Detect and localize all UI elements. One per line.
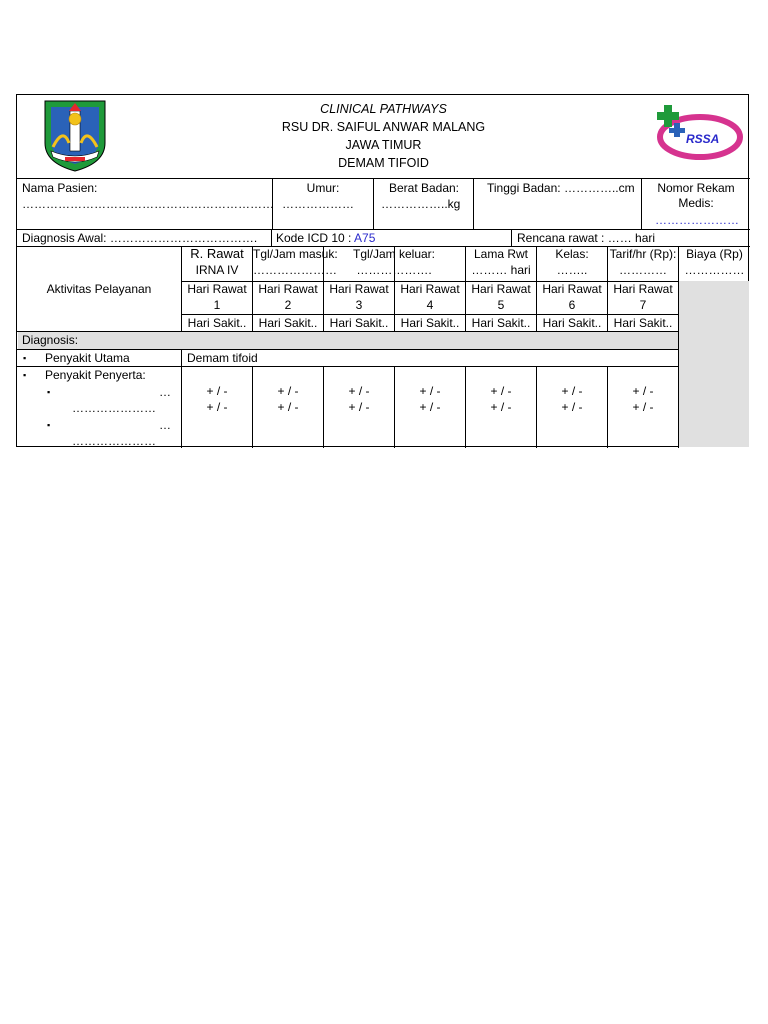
hari-rawat-number: 3 bbox=[355, 298, 363, 312]
berat-badan-field[interactable]: ……………..kg bbox=[381, 197, 461, 211]
form-title: CLINICAL PATHWAYS bbox=[320, 102, 447, 116]
diagnosis-header-shaded bbox=[18, 332, 678, 349]
plus-minus-toggle[interactable]: + / - bbox=[490, 384, 512, 398]
hari-rawat-label: Hari Rawat bbox=[187, 282, 247, 296]
plus-minus-toggle[interactable]: + / - bbox=[348, 384, 370, 398]
tgl-keluar-field[interactable]: ………………. bbox=[356, 263, 432, 277]
diagnosis-section-label: Diagnosis: bbox=[22, 333, 79, 347]
penyerta-1-dots[interactable]: … bbox=[159, 385, 171, 399]
sub-bullet-icon: ▪ bbox=[47, 420, 51, 430]
tarif-field[interactable]: ………… bbox=[619, 263, 667, 277]
hari-rawat-label: Hari Rawat bbox=[400, 282, 460, 296]
province-name: JAWA TIMUR bbox=[345, 138, 422, 152]
tgl-masuk-label: Tgl/Jam masuk: bbox=[253, 247, 338, 261]
hari-rawat-label: Hari Rawat bbox=[471, 282, 531, 296]
hari-sakit-field[interactable]: Hari Sakit.. bbox=[187, 316, 247, 330]
tgl-keluar-label: Tgl/Jam keluar: bbox=[352, 247, 436, 261]
penyerta-1-field[interactable]: ………………… bbox=[72, 401, 156, 415]
hari-sakit-field[interactable]: Hari Sakit.. bbox=[258, 316, 318, 330]
hari-sakit-field[interactable]: Hari Sakit.. bbox=[329, 316, 389, 330]
plus-minus-toggle[interactable]: + / - bbox=[419, 400, 441, 414]
kelas-field[interactable]: …….. bbox=[556, 263, 588, 277]
aktivitas-pelayanan-label: Aktivitas Pelayanan bbox=[46, 282, 152, 296]
clinical-pathway-form bbox=[16, 94, 749, 447]
plus-minus-toggle[interactable]: + / - bbox=[348, 400, 370, 414]
hari-rawat-number: 4 bbox=[426, 298, 434, 312]
hari-rawat-number: 5 bbox=[497, 298, 505, 312]
bullet-icon: ▪ bbox=[23, 370, 27, 380]
plus-minus-toggle[interactable]: + / - bbox=[632, 400, 654, 414]
kode-icd-label: Kode ICD 10 : A75 bbox=[276, 231, 376, 245]
plus-minus-toggle[interactable]: + / - bbox=[561, 384, 583, 398]
rssa-logo-text: RSSA bbox=[686, 132, 720, 146]
hari-rawat-number: 1 bbox=[213, 298, 221, 312]
hari-rawat-label: Hari Rawat bbox=[329, 282, 389, 296]
nomor-rekam-field[interactable]: ………………… bbox=[655, 213, 739, 227]
hari-rawat-number: 2 bbox=[284, 298, 292, 312]
hari-sakit-field[interactable]: Hari Sakit.. bbox=[613, 316, 673, 330]
kelas-label: Kelas: bbox=[555, 247, 589, 261]
diagnosis-awal-field[interactable]: Diagnosis Awal: ………………………………. bbox=[22, 231, 258, 245]
biaya-label: Biaya (Rp) bbox=[686, 247, 743, 261]
tinggi-badan-field[interactable]: Tinggi Badan: …………..cm bbox=[487, 181, 635, 195]
hari-rawat-number: 6 bbox=[568, 298, 576, 312]
berat-badan-label: Berat Badan: bbox=[388, 181, 460, 195]
plus-minus-toggle[interactable]: + / - bbox=[561, 400, 583, 414]
r-rawat-label: R. Rawat bbox=[190, 246, 244, 261]
plus-minus-toggle[interactable]: + / - bbox=[419, 384, 441, 398]
penyerta-2-dots[interactable]: … bbox=[159, 418, 171, 432]
penyerta-2-field[interactable]: ………………… bbox=[72, 434, 156, 448]
plus-minus-toggle[interactable]: + / - bbox=[632, 384, 654, 398]
disease-title: DEMAM TIFOID bbox=[338, 156, 429, 170]
plus-minus-toggle[interactable]: + / - bbox=[206, 400, 228, 414]
hari-rawat-label: Hari Rawat bbox=[258, 282, 318, 296]
bullet-icon: ▪ bbox=[23, 353, 27, 363]
penyakit-utama-value: Demam tifoid bbox=[187, 351, 258, 365]
biaya-field[interactable]: …………… bbox=[684, 263, 745, 277]
penyakit-utama-label: Penyakit Utama bbox=[45, 351, 130, 365]
tarif-label: Tarif/hr (Rp): bbox=[609, 247, 677, 261]
hari-sakit-field[interactable]: Hari Sakit.. bbox=[542, 316, 602, 330]
umur-field[interactable]: ……………… bbox=[282, 197, 354, 211]
hari-sakit-field[interactable]: Hari Sakit.. bbox=[471, 316, 531, 330]
kode-icd-value: A75 bbox=[354, 231, 376, 245]
irna-label: IRNA IV bbox=[195, 263, 239, 277]
biaya-shaded-area bbox=[679, 281, 749, 447]
nama-pasien-label: Nama Pasien: bbox=[22, 181, 98, 195]
plus-minus-toggle[interactable]: + / - bbox=[277, 384, 299, 398]
nomor-rekam-label: Nomor Rekam bbox=[657, 181, 735, 195]
plus-minus-toggle[interactable]: + / - bbox=[277, 400, 299, 414]
umur-label: Umur: bbox=[306, 181, 340, 195]
tgl-masuk-field[interactable]: ………………… bbox=[253, 263, 337, 277]
hari-rawat-number: 7 bbox=[639, 298, 647, 312]
hari-rawat-label: Hari Rawat bbox=[542, 282, 602, 296]
plus-minus-toggle[interactable]: + / - bbox=[490, 400, 512, 414]
nama-pasien-field[interactable]: ……………………………………………………… bbox=[22, 197, 274, 211]
hospital-name: RSU DR. SAIFUL ANWAR MALANG bbox=[281, 120, 486, 134]
hari-sakit-field[interactable]: Hari Sakit.. bbox=[400, 316, 460, 330]
lama-rawat-field[interactable]: ……… hari bbox=[471, 263, 531, 277]
lama-rawat-label: Lama Rwt bbox=[473, 247, 529, 261]
penyakit-penyerta-label: Penyakit Penyerta: bbox=[45, 368, 146, 382]
plus-minus-toggle[interactable]: + / - bbox=[206, 384, 228, 398]
sub-bullet-icon: ▪ bbox=[47, 387, 51, 397]
rencana-rawat-field[interactable]: Rencana rawat : …… hari bbox=[517, 231, 656, 245]
hari-rawat-label: Hari Rawat bbox=[613, 282, 673, 296]
medis-label: Medis: bbox=[678, 196, 714, 210]
